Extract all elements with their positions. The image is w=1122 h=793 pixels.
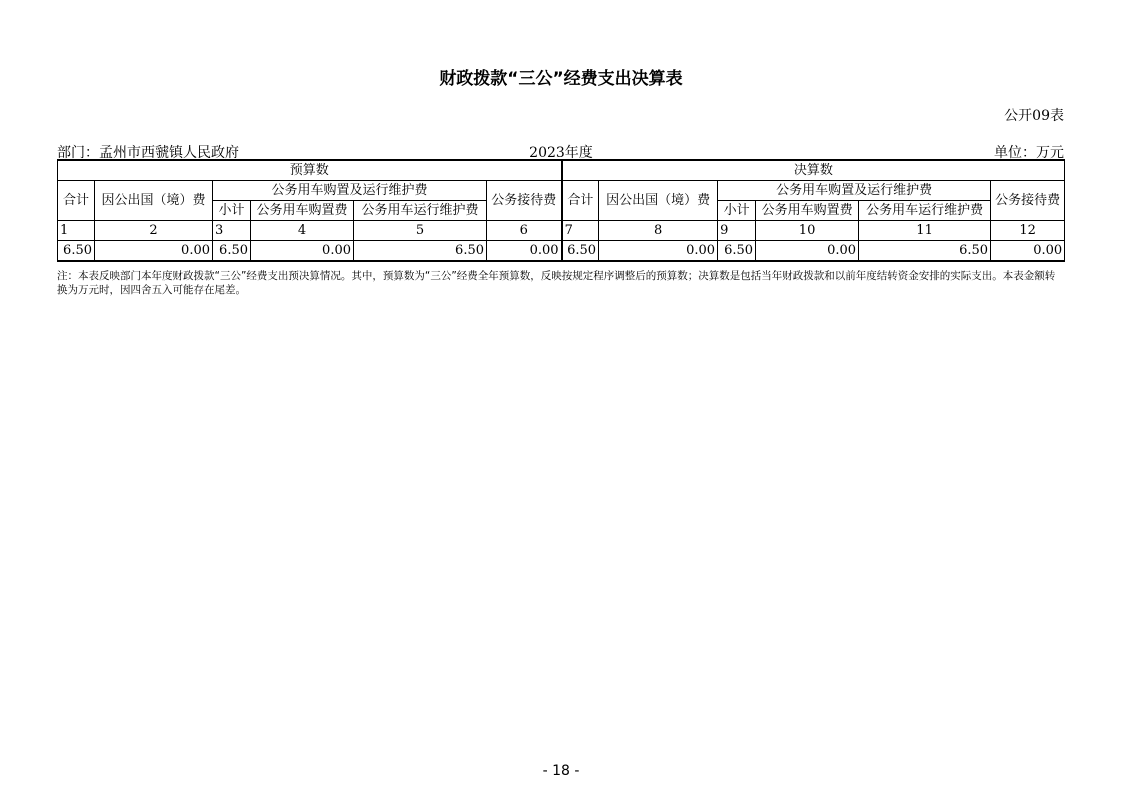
- column-number: 3: [213, 221, 251, 241]
- form-number: 公开09表: [1004, 108, 1064, 124]
- value-cell: 6.50: [718, 241, 756, 262]
- value-cell: 6.50: [354, 241, 487, 262]
- page-title: 财政拨款“三公”经费支出决算表: [439, 69, 683, 89]
- value-cell: 0.00: [95, 241, 213, 262]
- year-label: 2023年度: [529, 145, 593, 161]
- column-number: 9: [718, 221, 756, 241]
- value-cell: 0.00: [487, 241, 562, 262]
- final-total-header: 合计: [562, 181, 599, 221]
- final-subtotal-header: 小计: [718, 201, 756, 221]
- table-footnote: 注：本表反映部门本年度财政拨款“三公”经费支出预决算情况。其中，预算数为“三公”经费全年预算数，反映按规定程序调整后的预算数；决算数是包括当年财政拨款和以前年度结转资金安排的实际支出。本表金额转换为万元时，因四舍五入可能存在尾差。: [57, 270, 1056, 296]
- budget-group-header: 预算数: [58, 160, 562, 181]
- final-vehicle-header: 公务用车购置及运行维护费: [718, 181, 991, 201]
- column-number: 1: [58, 221, 95, 241]
- budget-total-header: 合计: [58, 181, 95, 221]
- value-cell: 6.50: [58, 241, 95, 262]
- column-number: 8: [599, 221, 718, 241]
- column-number: 5: [354, 221, 487, 241]
- department-label: 部门：孟州市西虢镇人民政府: [57, 145, 239, 161]
- column-number: 10: [756, 221, 859, 241]
- column-number: 11: [859, 221, 991, 241]
- budget-operation-header: 公务用车运行维护费: [354, 201, 487, 221]
- budget-vehicle-header: 公务用车购置及运行维护费: [213, 181, 487, 201]
- value-cell: 0.00: [991, 241, 1065, 262]
- value-cell: 0.00: [756, 241, 859, 262]
- final-group-header: 决算数: [562, 160, 1065, 181]
- value-cell: 6.50: [562, 241, 599, 262]
- page-number: - 18 -: [542, 763, 580, 779]
- budget-abroad-header: 因公出国（境）费: [95, 181, 213, 221]
- column-number: 6: [487, 221, 562, 241]
- value-cell: 6.50: [213, 241, 251, 262]
- column-number: 2: [95, 221, 213, 241]
- three-public-expenses-table: [57, 159, 1065, 262]
- value-cell: 0.00: [251, 241, 354, 262]
- final-abroad-header: 因公出国（境）费: [599, 181, 718, 221]
- value-cell: 6.50: [859, 241, 991, 262]
- final-reception-header: 公务接待费: [991, 181, 1065, 221]
- unit-label: 单位：万元: [994, 145, 1064, 161]
- final-purchase-header: 公务用车购置费: [756, 201, 859, 221]
- column-number: 12: [991, 221, 1065, 241]
- column-number: 4: [251, 221, 354, 241]
- budget-subtotal-header: 小计: [213, 201, 251, 221]
- budget-reception-header: 公务接待费: [487, 181, 562, 221]
- final-operation-header: 公务用车运行维护费: [859, 201, 991, 221]
- budget-purchase-header: 公务用车购置费: [251, 201, 354, 221]
- column-number: 7: [562, 221, 599, 241]
- value-cell: 0.00: [599, 241, 718, 262]
